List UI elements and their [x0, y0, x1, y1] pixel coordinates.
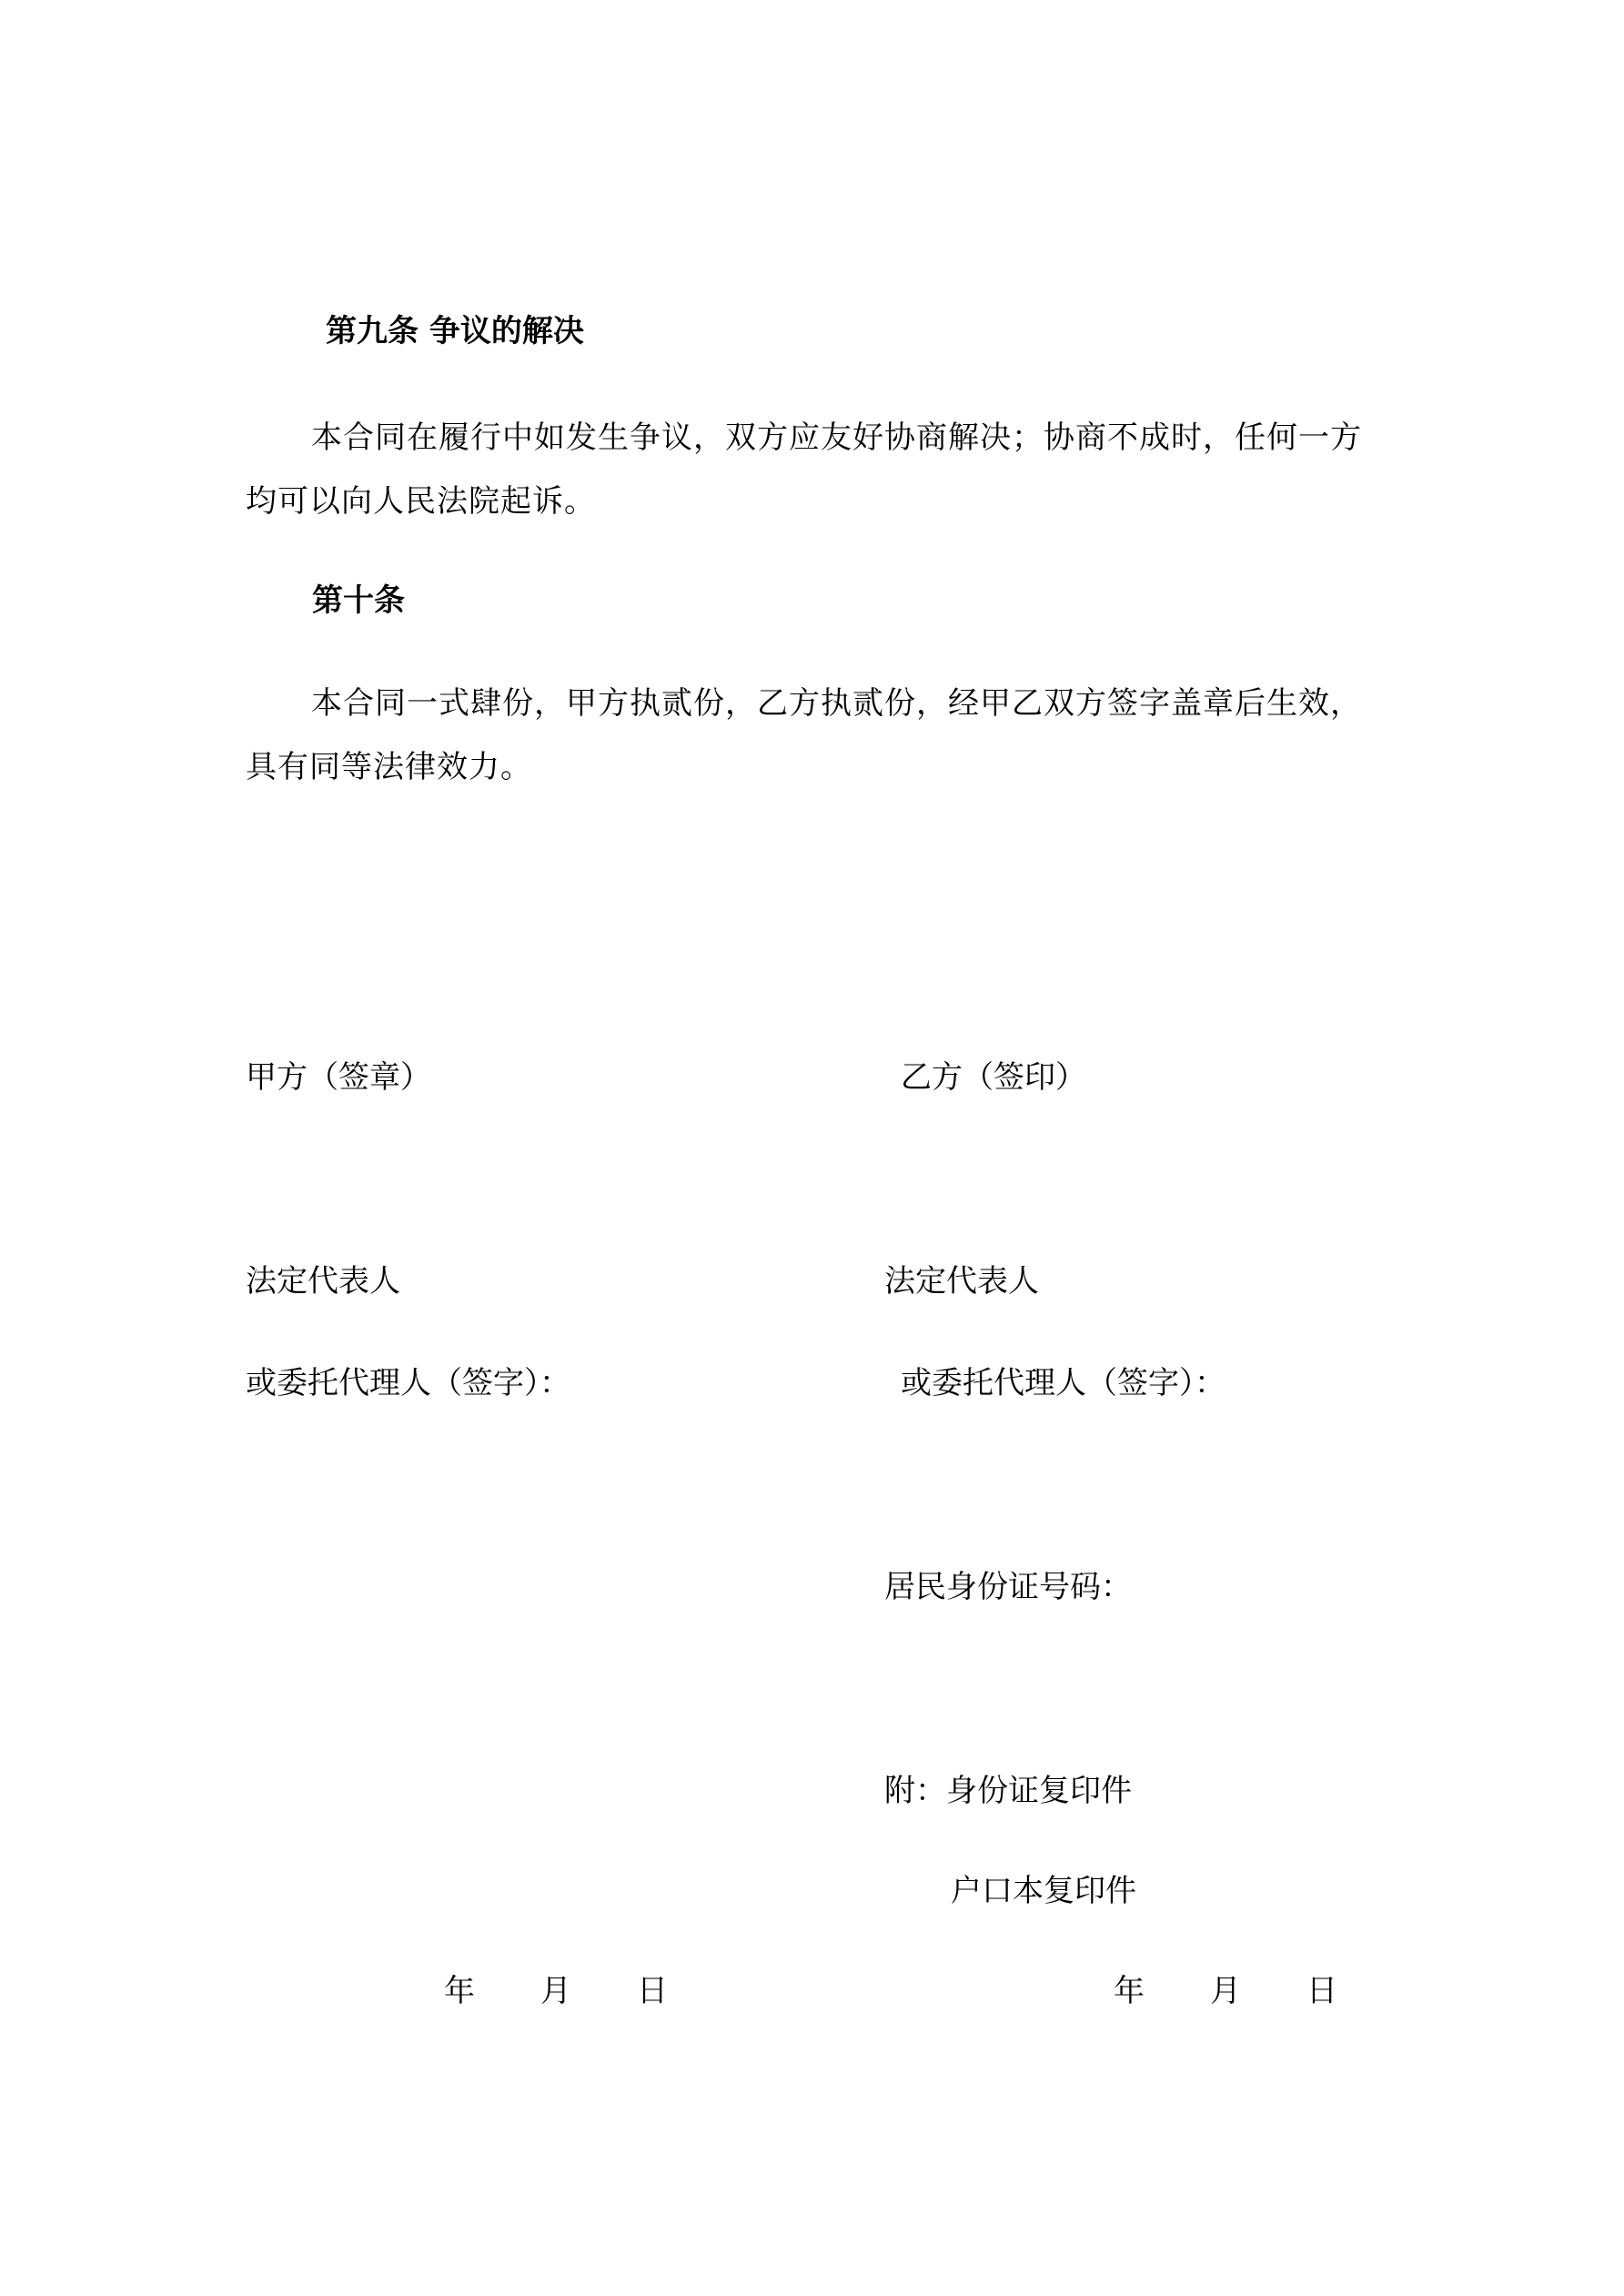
article-9-heading: 第九条 争议的解决 — [326, 313, 584, 349]
party-a-date-month: 月 — [540, 1973, 571, 2009]
party-b-attachment-1: 附：身份证复印件 — [884, 1773, 1132, 1809]
article-10-body: 本合同一式肆份，甲方执贰份，乙方执贰份，经甲乙双方签字盖章后生效，具有同等法律效力。 — [246, 685, 1362, 785]
party-a-sign-label: 甲方（签章） — [246, 1059, 431, 1096]
party-b-legal-rep: 法定代表人 — [884, 1263, 1039, 1300]
party-a-date — [444, 1973, 668, 2009]
party-a-agent: 或委托代理人（签字）： — [246, 1365, 570, 1401]
party-b-sign-label: 乙方（签印） — [901, 1059, 1086, 1096]
party-a-date-day: 日 — [637, 1973, 668, 2009]
party-b-id-number: 居民身份证号码： — [884, 1569, 1132, 1605]
article-10-heading: 第十条 — [312, 582, 405, 619]
article-9-body: 本合同在履行中如发生争议，双方应友好协商解决；协商不成时，任何一方均可以向人民法院起诉。 — [246, 420, 1362, 520]
party-b-attachment-2: 户口本复印件 — [951, 1873, 1136, 1909]
party-a-legal-rep: 法定代表人 — [246, 1263, 400, 1300]
party-b-date — [1114, 1973, 1337, 2009]
party-a-date-year: 年 — [444, 1973, 475, 2009]
party-b-agent: 或委托代理人（签字）： — [901, 1365, 1226, 1401]
party-b-date-day: 日 — [1306, 1973, 1337, 2009]
party-b-date-month: 月 — [1210, 1973, 1241, 2009]
party-b-date-year: 年 — [1114, 1973, 1145, 2009]
